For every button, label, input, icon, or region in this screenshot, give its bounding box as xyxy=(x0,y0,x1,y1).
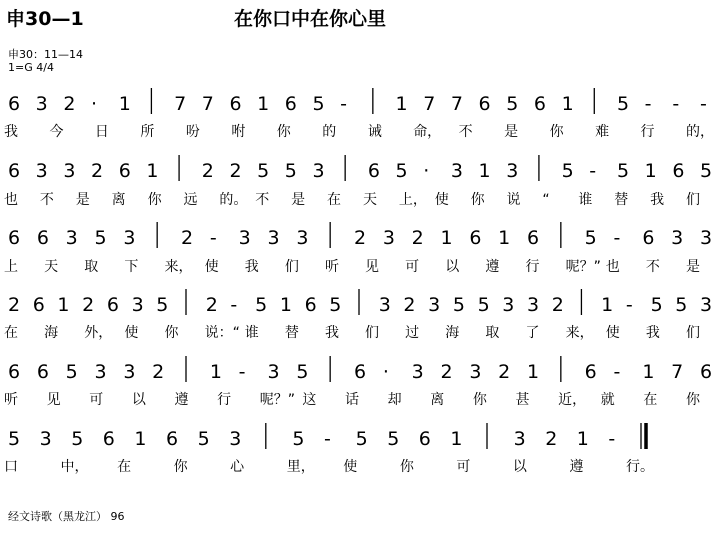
score-note: 1 xyxy=(134,428,147,450)
score-note: - xyxy=(644,93,652,115)
score-note: 2 xyxy=(201,160,214,182)
score-note: 5 xyxy=(8,428,21,450)
score-note: - xyxy=(672,93,680,115)
lyric-syllable: 在 xyxy=(4,325,18,341)
lyric-syllable: 使 xyxy=(204,259,219,275)
score-note: - xyxy=(589,160,597,182)
score-note: 3 xyxy=(411,361,424,383)
lyric-syllable: 取 xyxy=(84,259,99,275)
lyric-syllable: 们 xyxy=(365,325,380,341)
score-note: 3 xyxy=(527,294,540,316)
score-note: 7 xyxy=(423,93,436,115)
scripture-reference: 申30：11—14 xyxy=(8,48,83,61)
score-note: 6 xyxy=(354,361,367,383)
score-note: 5 xyxy=(616,93,630,115)
lyric-syllable: 来， xyxy=(164,259,193,275)
score-note: 3 xyxy=(450,160,463,182)
lyric-syllable: 不 xyxy=(255,192,270,208)
lyric-syllable: 你 xyxy=(173,459,188,475)
score-note: 1 xyxy=(257,93,270,115)
score-note: 3 xyxy=(382,227,395,249)
score-note: 6 xyxy=(478,93,491,115)
score-note: · xyxy=(423,160,430,182)
score-note: 5 xyxy=(506,93,519,115)
lyric-syllable: 里， xyxy=(286,459,315,475)
score-note: 3 xyxy=(123,361,136,383)
score-note: 5 xyxy=(561,160,574,182)
score-note: 6 xyxy=(229,93,242,115)
score-note: 5 xyxy=(65,361,78,383)
lyric-syllable: 过 xyxy=(405,325,420,341)
score-system xyxy=(4,289,712,341)
score-system xyxy=(4,356,712,408)
score-note: 5 xyxy=(197,428,210,450)
score-note: - xyxy=(613,361,621,383)
lyric-syllable: 我 xyxy=(4,124,18,140)
score-note: 3 xyxy=(502,294,515,316)
lyric-syllable: “ xyxy=(542,192,550,208)
score-note: 1 xyxy=(527,361,540,383)
score-note: - xyxy=(209,227,217,249)
lyric-syllable: 吩 xyxy=(185,124,200,140)
score-note: 5 xyxy=(296,361,309,383)
score-note: 3 xyxy=(65,227,78,249)
lyric-syllable: 替 xyxy=(614,192,629,208)
score-note: 6 xyxy=(527,227,540,249)
score-note: · xyxy=(91,93,98,115)
lyric-syllable: 们 xyxy=(686,192,700,208)
lyric-syllable: 上 xyxy=(4,259,18,275)
lyric-syllable: 遵 xyxy=(569,459,584,475)
lyric-syllable: 谁 xyxy=(578,192,593,208)
score-note: - xyxy=(608,428,616,450)
score-note: 3 xyxy=(267,361,280,383)
score-note: 2 xyxy=(440,361,453,383)
score-note: 5 xyxy=(675,294,688,316)
score-note: 3 xyxy=(671,227,684,249)
score-note: 5 xyxy=(257,160,270,182)
score-note: - xyxy=(340,93,348,115)
score-note: 1 xyxy=(561,93,574,115)
score-note: 7 xyxy=(671,361,684,383)
score-note: 3 xyxy=(63,160,76,182)
lyric-syllable: 中， xyxy=(60,459,89,475)
lyric-syllable: 你 xyxy=(399,459,414,475)
score-note: 5 xyxy=(584,227,597,249)
score-note: 7 xyxy=(174,93,187,115)
score-note: 3 xyxy=(267,227,280,249)
score-note: 1 xyxy=(450,428,463,450)
score-note: - xyxy=(230,294,238,316)
score-note: 3 xyxy=(513,428,526,450)
score-note: 5 xyxy=(156,294,169,316)
score-note: - xyxy=(324,428,331,450)
score-note: 1 xyxy=(498,227,511,249)
score-note: 2 xyxy=(545,428,558,450)
score-note: 5 xyxy=(700,160,713,182)
score-note: 3 xyxy=(469,361,482,383)
score-note: 2 xyxy=(551,294,564,316)
score-note: 1 xyxy=(209,361,222,383)
score-note: 1 xyxy=(644,160,657,182)
lyric-syllable: 口 xyxy=(4,459,18,475)
lyric-syllable: 我 xyxy=(324,325,339,341)
lyric-syllable: 下 xyxy=(124,259,139,275)
lyric-syllable: 行 xyxy=(525,259,540,275)
lyric-syllable: 来， xyxy=(565,325,594,341)
score-note: 2 xyxy=(152,361,165,383)
lyric-syllable: 也 xyxy=(4,192,18,208)
score-note: 6 xyxy=(102,428,115,450)
lyric-syllable: 你 xyxy=(164,325,179,341)
score-note: 6 xyxy=(304,294,317,316)
score-note: 5 xyxy=(477,294,490,316)
score-note: 5 xyxy=(255,294,268,316)
score-note: 3 xyxy=(35,93,48,115)
score-note: 2 xyxy=(8,294,21,316)
score-system xyxy=(4,423,654,475)
lyric-syllable: 天 xyxy=(362,192,377,208)
lyric-syllable: 说 xyxy=(506,192,521,208)
lyric-syllable: 你 xyxy=(549,124,564,140)
score-note: 2 xyxy=(411,227,424,249)
lyric-syllable: 在 xyxy=(643,392,658,408)
score-note: 3 xyxy=(378,294,391,316)
score-note: 3 xyxy=(35,160,48,182)
lyric-syllable: 海 xyxy=(44,325,59,341)
lyric-syllable: 听 xyxy=(324,259,339,275)
lyric-syllable: 难 xyxy=(595,124,610,140)
lyric-syllable: 你 xyxy=(147,192,162,208)
lyric-syllable: 所 xyxy=(140,124,155,140)
lyric-syllable: 你 xyxy=(276,124,291,140)
score-note: 6 xyxy=(32,294,45,316)
score-note: 1 xyxy=(146,160,159,182)
lyric-syllable: 可 xyxy=(405,259,420,275)
lyric-syllable: 使 xyxy=(605,325,620,341)
score-note: 1 xyxy=(279,294,292,316)
lyric-syllable: 也 xyxy=(605,259,620,275)
lyric-syllable: 咐 xyxy=(231,124,246,140)
lyric-syllable: 使 xyxy=(343,459,358,475)
lyric-syllable: 甚 xyxy=(515,392,530,408)
score-system xyxy=(4,222,712,275)
lyric-syllable: 们 xyxy=(686,325,700,341)
score-note: 5 xyxy=(616,160,630,182)
lyric-syllable: 离 xyxy=(430,392,445,408)
lyric-syllable: 这 xyxy=(302,392,317,408)
score-note: · xyxy=(382,361,389,383)
score-note: 1 xyxy=(601,294,614,316)
lyric-syllable: 我 xyxy=(244,259,259,275)
score-note: 2 xyxy=(82,294,95,316)
lyric-syllable: 行。 xyxy=(626,459,654,475)
lyric-syllable: 的， xyxy=(686,124,714,140)
score-note: 5 xyxy=(387,428,400,450)
lyric-syllable: 遵 xyxy=(174,392,189,408)
score-note: 1 xyxy=(395,93,408,115)
score-note: 6 xyxy=(36,361,49,383)
score-note: 2 xyxy=(181,227,194,249)
lyric-syllable: 呢？” xyxy=(259,392,296,408)
score-note: 6 xyxy=(118,160,131,182)
lyric-syllable: 近， xyxy=(558,392,587,408)
lyric-syllable: 是 xyxy=(504,124,519,140)
lyric-syllable: 以 xyxy=(512,459,527,475)
lyric-syllable: 上， xyxy=(398,192,427,208)
score-note: 6 xyxy=(284,93,297,115)
lyric-syllable: 使 xyxy=(124,325,139,341)
score-note: 6 xyxy=(469,227,482,249)
score-note: 3 xyxy=(39,428,52,450)
score-note: 1 xyxy=(642,361,655,383)
score-note: 2 xyxy=(91,160,104,182)
lyric-syllable: 行 xyxy=(640,124,655,140)
lyric-syllable: 是 xyxy=(686,259,700,275)
lyric-syllable: 却 xyxy=(387,392,402,408)
score-note: 3 xyxy=(700,227,713,249)
score-note: 2 xyxy=(498,361,511,383)
score-note: 3 xyxy=(428,294,441,316)
lyric-syllable: 在 xyxy=(327,192,342,208)
lyric-syllable: 取 xyxy=(485,325,500,341)
key-signature: 1=G 4/4 xyxy=(8,61,54,74)
hymn-title: 在你口中在你心里 xyxy=(234,8,387,30)
lyric-syllable: 离 xyxy=(111,192,126,208)
score-note: 5 xyxy=(452,294,465,316)
score-note: - xyxy=(613,227,621,249)
score-note: 6 xyxy=(418,428,431,450)
lyric-syllable: 我 xyxy=(650,192,665,208)
lyric-syllable: 们 xyxy=(284,259,299,275)
lyric-syllable: 替 xyxy=(284,325,299,341)
score-note: 5 xyxy=(312,93,325,115)
score-note: 2 xyxy=(205,294,218,316)
lyric-syllable: 你 xyxy=(470,192,485,208)
score-note: 3 xyxy=(506,160,519,182)
lyric-syllable: 听 xyxy=(4,392,18,408)
score-note: 1 xyxy=(440,227,453,249)
lyric-syllable: 命， xyxy=(413,124,442,140)
lyric-syllable: 心 xyxy=(230,459,245,475)
lyric-syllable: 说：“ xyxy=(204,325,240,341)
score-note: 6 xyxy=(36,227,49,249)
score-note: 2 xyxy=(354,227,367,249)
lyric-syllable: 可 xyxy=(89,392,104,408)
lyric-syllable: 是 xyxy=(291,192,306,208)
score-note: 6 xyxy=(166,428,179,450)
score-note: 1 xyxy=(118,93,131,115)
score-note: 7 xyxy=(450,93,463,115)
lyric-syllable: 了 xyxy=(525,325,540,341)
score-note: 2 xyxy=(229,160,242,182)
score-note: 5 xyxy=(94,227,107,249)
hymn-number: 申30—1 xyxy=(6,8,84,30)
lyric-syllable: 日 xyxy=(94,124,109,140)
lyric-syllable: 呢？” xyxy=(565,259,601,275)
score-note: 7 xyxy=(201,93,214,115)
score-note: 5 xyxy=(71,428,84,450)
lyric-syllable: 谁 xyxy=(244,325,259,341)
score-note: 6 xyxy=(642,227,655,249)
score-note: 3 xyxy=(700,294,713,316)
score-note: 5 xyxy=(292,428,305,450)
lyric-syllable: 的。 xyxy=(219,192,248,208)
lyric-syllable: 外， xyxy=(84,325,113,341)
score-note: 5 xyxy=(329,294,342,316)
score-note: - xyxy=(700,93,707,115)
lyric-syllable: 的 xyxy=(322,124,337,140)
score-note: 1 xyxy=(57,294,70,316)
score-note: 6 xyxy=(8,361,21,383)
score-note: 6 xyxy=(8,227,21,249)
score-note: 6 xyxy=(584,361,597,383)
lyric-syllable: 见 xyxy=(46,392,61,408)
score-note: 5 xyxy=(355,428,368,450)
lyric-syllable: 遵 xyxy=(485,259,500,275)
score-note: 6 xyxy=(672,160,685,182)
lyric-syllable: 以 xyxy=(445,259,460,275)
lyric-syllable: 你 xyxy=(472,392,487,408)
score-note: 3 xyxy=(229,428,242,450)
score-note: - xyxy=(238,361,246,383)
lyric-syllable: 今 xyxy=(49,124,64,140)
score-note: 6 xyxy=(700,361,713,383)
score-note: 5 xyxy=(650,294,663,316)
lyric-syllable: 海 xyxy=(445,325,460,341)
score-note: 6 xyxy=(367,160,380,182)
score-note: 3 xyxy=(94,361,107,383)
score-system xyxy=(4,88,714,140)
score-note: 5 xyxy=(395,160,408,182)
lyric-syllable: 在 xyxy=(117,459,132,475)
lyric-syllable: 不 xyxy=(39,192,54,208)
lyric-syllable: 行 xyxy=(217,392,232,408)
lyric-syllable: 远 xyxy=(183,192,198,208)
score-note: 6 xyxy=(8,93,21,115)
score-note: 6 xyxy=(533,93,547,115)
lyric-syllable: 以 xyxy=(131,392,146,408)
score-note: - xyxy=(625,294,633,316)
source-footer: 经文诗歌（黑龙江） 96 xyxy=(8,510,125,523)
score-note: 5 xyxy=(284,160,297,182)
lyric-syllable: 不 xyxy=(645,259,660,275)
score-note: 2 xyxy=(403,294,416,316)
lyric-syllable: 你 xyxy=(686,392,700,408)
lyric-syllable: 天 xyxy=(44,259,59,275)
score-note: 3 xyxy=(131,294,144,316)
lyric-syllable: 我 xyxy=(645,325,660,341)
lyric-syllable: 诫 xyxy=(367,124,382,140)
lyric-syllable: 见 xyxy=(365,259,380,275)
score-note: 2 xyxy=(63,93,76,115)
lyric-syllable: 就 xyxy=(600,392,615,408)
score-note: 1 xyxy=(478,160,491,182)
lyric-syllable: 不 xyxy=(458,124,473,140)
score-note: 3 xyxy=(296,227,309,249)
score-system xyxy=(4,155,712,208)
score-note: 6 xyxy=(106,294,119,316)
score-note: 3 xyxy=(123,227,136,249)
lyric-syllable: 话 xyxy=(345,392,359,408)
score-note: 3 xyxy=(238,227,251,249)
lyric-syllable: 使 xyxy=(434,192,449,208)
lyric-syllable: 是 xyxy=(75,192,90,208)
lyric-syllable: 可 xyxy=(456,459,471,475)
score-note: 3 xyxy=(312,160,325,182)
score-note: 1 xyxy=(576,428,589,450)
score-note: 6 xyxy=(8,160,21,182)
